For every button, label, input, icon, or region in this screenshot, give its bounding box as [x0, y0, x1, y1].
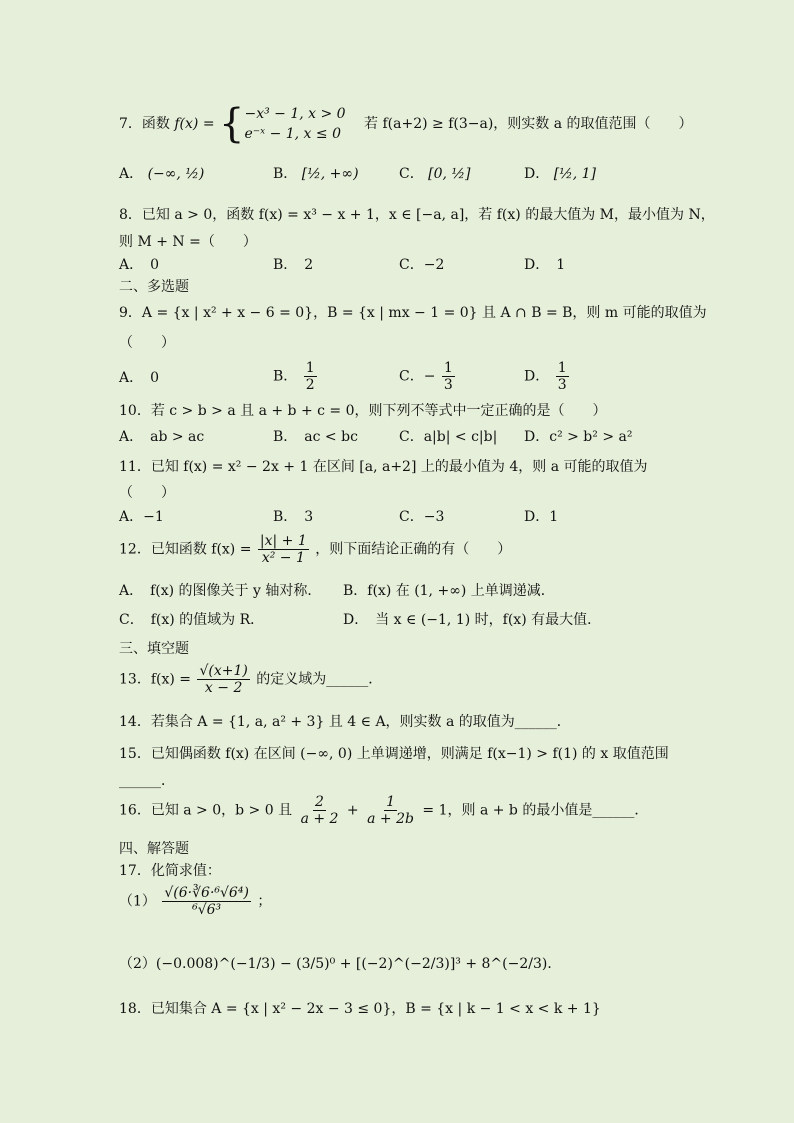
- question-11: 11．已知 f(x) = x² − 2x + 1 在区间 [a, a+2] 上的最小值为 4，则 a 可能的取值为: [119, 459, 648, 475]
- question-text: 12．已知函数 f(x) =: [119, 541, 252, 558]
- question-8: 8．已知 a > 0，函数 f(x) = x³ − x + 1，x ∈ [−a, a]，若 f(x) 的最大值为 M，最小值为 N，: [119, 207, 715, 223]
- fraction: [365, 794, 416, 827]
- case-1: −x³ − 1, x > 0: [244, 106, 346, 122]
- denominator: x − 2: [204, 680, 243, 696]
- option-label: D．: [524, 368, 550, 385]
- numerator: 1: [443, 360, 453, 376]
- numerator: 1: [305, 360, 315, 376]
- denominator: a + 2b: [367, 811, 414, 827]
- option-label: C．−: [399, 368, 436, 385]
- denominator: 3: [443, 377, 453, 393]
- numerator: |x| + 1: [259, 533, 307, 549]
- question-12: [119, 533, 511, 566]
- fraction: [304, 360, 317, 393]
- option-c-value: [0, ½]: [428, 166, 471, 182]
- question-17: 17．化简求值：: [119, 863, 221, 879]
- question-17-part-2: （2）(−0.008)^(−1/3) − (3/5)⁰ + [(−2)^(−2/3)]³ + 8^(−2/3)．: [119, 956, 562, 972]
- option-label: C．: [399, 166, 424, 182]
- question-18: 18．已知集合 A = {x | x² − 2x − 3 ≤ 0}，B = {x | k − 1 < x < k + 1}: [119, 1001, 601, 1017]
- part-label: （1）: [119, 893, 156, 910]
- numerator: 2: [315, 794, 324, 810]
- question-16: [119, 794, 648, 827]
- question-text: 函数: [141, 116, 170, 132]
- question-15-line2: ______．: [119, 773, 175, 789]
- question-17-part-1: [119, 885, 271, 918]
- plus-sign: +: [346, 802, 359, 819]
- q8-option-d: D． 1: [524, 257, 566, 273]
- question-9-line2: （ ）: [119, 335, 175, 351]
- q7-option-a: [119, 165, 204, 183]
- q12-option-c: C． f(x) 的值域为 R．: [119, 612, 265, 628]
- q10-option-d: D．c² > b² > a²: [524, 429, 633, 445]
- numerator: 1: [386, 794, 395, 810]
- option-label: B．: [273, 166, 298, 182]
- section-heading-multiple-choice: 二、多选题: [119, 279, 189, 295]
- numerator: √(6·∛6·⁶√6⁴): [164, 885, 249, 901]
- q9-option-c: [399, 360, 457, 393]
- fraction: [258, 533, 309, 566]
- q10-option-a: A． ab > ac: [119, 429, 205, 445]
- numerator: √(x+1): [199, 663, 248, 679]
- q11-option-a: A．−1: [119, 509, 164, 525]
- option-label: A．: [119, 166, 144, 182]
- question-text: 的定义域为______．: [256, 671, 383, 688]
- question-15: 15．已知偶函数 f(x) 在区间 (−∞, 0) 上单调递增，则满足 f(x−1) > f(1) 的 x 取值范围: [119, 746, 669, 762]
- question-condition: 若 f(a+2) ≥ f(3−a)，则实数 a 的取值范围（ ）: [364, 116, 693, 132]
- question-text: 16．已知 a > 0，b > 0 且: [119, 802, 293, 819]
- q12-option-b: B．f(x) 在 (1, +∞) 上单调递减．: [343, 583, 555, 599]
- q9-option-d: [524, 360, 571, 393]
- q11-option-c: C．−3: [399, 509, 445, 525]
- q10-option-b: B． ac < bc: [273, 429, 358, 445]
- fraction: [197, 663, 249, 696]
- q12-option-d: D． 当 x ∈ (−1, 1) 时，f(x) 有最大值．: [343, 612, 602, 628]
- fraction: [299, 794, 341, 827]
- question-8-line2: 则 M + N =（ ）: [119, 234, 257, 250]
- option-b-value: [½, +∞): [301, 166, 359, 182]
- question-11-line2: （ ）: [119, 485, 175, 501]
- q11-option-b: B． 3: [273, 509, 314, 525]
- section-heading-fill-in: 三、填空题: [119, 641, 189, 657]
- question-7: [119, 101, 693, 147]
- q7-option-c: [399, 165, 470, 183]
- option-label: B．: [273, 368, 298, 385]
- function-expression: f(x) =: [174, 116, 215, 132]
- q10-option-c: C．a|b| < c|b|: [399, 429, 498, 445]
- question-number: 7．: [119, 116, 142, 132]
- section-heading-answer: 四、解答题: [119, 841, 189, 857]
- question-14: 14．若集合 A = {1, a, a² + 3} 且 4 ∈ A，则实数 a 的取值为______．: [119, 714, 571, 730]
- fraction: [162, 885, 251, 918]
- q7-option-b: [273, 165, 359, 183]
- q12-option-a: A． f(x) 的图像关于 y 轴对称．: [119, 583, 322, 599]
- denominator: a + 2: [300, 811, 339, 827]
- question-9: 9．A = {x | x² + x − 6 = 0}，B = {x | mx − 1 = 0} 且 A ∩ B = B，则 m 可能的取值为: [119, 305, 707, 321]
- q8-option-a: A． 0: [119, 257, 160, 273]
- q8-option-b: B． 2: [273, 257, 314, 273]
- case-2: e⁻ˣ − 1, x ≤ 0: [244, 126, 341, 142]
- q9-option-a: A． 0: [119, 370, 160, 386]
- question-text: 13．f(x) =: [119, 671, 191, 688]
- question-text: ，则下面结论正确的有（ ）: [315, 541, 512, 558]
- question-text: = 1，则 a + b 的最小值是______．: [422, 802, 649, 819]
- denominator: x² − 1: [261, 550, 305, 566]
- denominator: 2: [305, 377, 315, 393]
- denominator: ⁶√6³: [192, 902, 222, 918]
- q8-option-c: C．−2: [399, 257, 445, 273]
- option-d-value: [½, 1]: [553, 166, 596, 182]
- fraction: [556, 360, 569, 393]
- q7-option-d: [524, 165, 596, 183]
- cases-brace: {: [219, 101, 245, 147]
- option-a-value: (−∞, ½): [147, 166, 205, 182]
- punctuation: ；: [257, 893, 272, 910]
- fraction: [442, 360, 455, 393]
- denominator: 3: [557, 377, 567, 393]
- q9-option-b: [273, 360, 319, 393]
- piecewise-cases: [244, 104, 345, 144]
- question-10: 10．若 c > b > a 且 a + b + c = 0，则下列不等式中一定正确的是（ ）: [119, 403, 607, 419]
- option-label: D．: [524, 166, 550, 182]
- question-13: [119, 663, 382, 696]
- numerator: 1: [557, 360, 567, 376]
- q11-option-d: D．1: [524, 509, 559, 525]
